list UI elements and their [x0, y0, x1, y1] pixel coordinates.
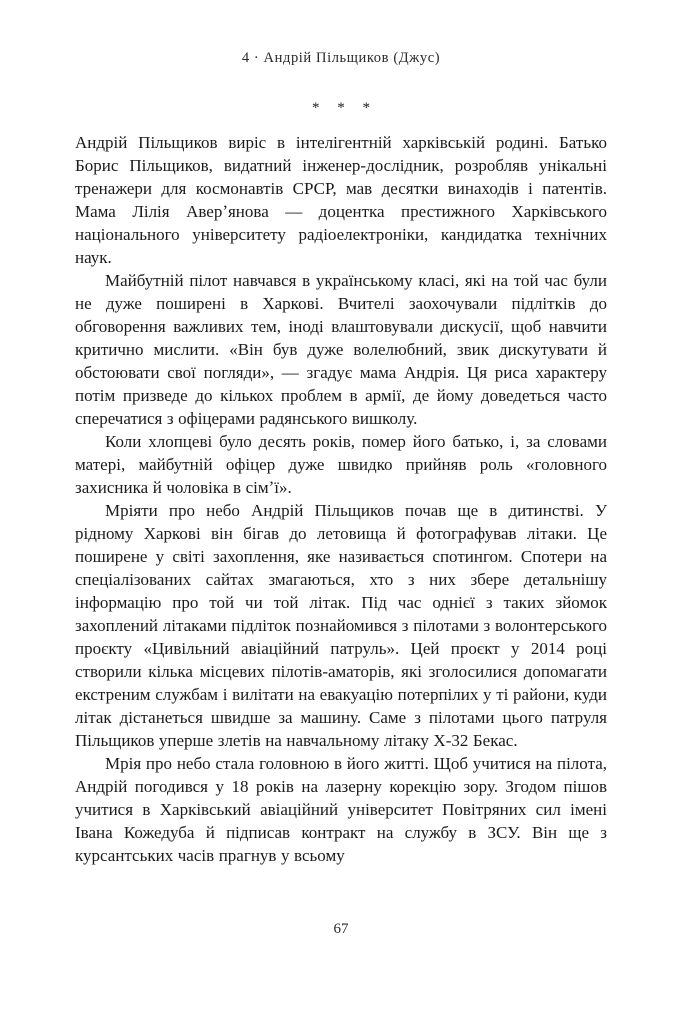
paragraph-3: Коли хлопцеві було десять років, помер його батько, і, за словами матері, майбутній офіцер дуже швидко прийняв роль «головного захисника й чоловіка в сімʼї». — [75, 432, 607, 497]
paragraph-4: Мріяти про небо Андрій Пільщиков почав ще в дитинстві. У рідному Харкові він бігав до летовища й фотографував літаки. Це поширене у світі захоплення, яке називається спотингом. Спотери на спеціалізованих сайтах змагаються, хто з них збере детальнішу інформацію про той чи той літак. Під час однієї з таких зйомок захоплений літаками підліток познайомився з пілотами з волонтерського проєкту «Цивільний авіаційний патруль». Цей проєкт у 2014 році створили кілька місцевих пілотів-аматорів, які зголосилися допомагати екстреним службам і вилітати на евакуацію потерпілих у ті райони, куди літак дістанеться швидше за машину. Саме з пілотами цього патруля Пільщиков уперше злетів на навчальному літаку Х-32 Бекас. — [75, 501, 607, 750]
page-number: 67 — [333, 921, 349, 937]
paragraph-2: Майбутній пілот навчався в українському класі, які на той час були не дуже поширені в Харкові. Вчителі заохочували підлітків до обговорення важливих тем, іноді влаштовували дискусії, щоб навчити критично мислити. «Він був дуже волелюбний, звик дискутувати й обстоювати свої погляди», — згадує мама Андрія. Ця риса характеру потім призведе до кількох проблем в армії, де йому доведеться часто сперечатися з офіцерами радянського вишколу. — [75, 271, 607, 428]
body-text — [75, 131, 607, 867]
paragraph-1: Андрій Пільщиков виріс в інтелігентній харківській родині. Батько Борис Пільщиков, видатний інженер-дослідник, розробляв унікальні тренажери для космонавтів СРСР, мав десятки винаходів і патентів. Мама Лілія Аверʼянова — доцентка престижного Харківського національного університету радіоелектроніки, кандидатка технічних наук. — [75, 133, 607, 267]
paragraph-5: Мрія про небо стала головною в його житті. Щоб учитися на пілота, Андрій погодився у 18 років на лазерну корекцію зору. Згодом пішов учитися в Харківський авіаційний університет Повітряних сил імені Івана Кожедуба й підписав контракт на службу в ЗСУ. Він ще з курсантських часів прагнув у всьому — [75, 754, 607, 865]
section-divider: * * * — [312, 100, 377, 116]
running-header: 4 · Андрій Пільщиков (Джус) — [241, 50, 441, 66]
